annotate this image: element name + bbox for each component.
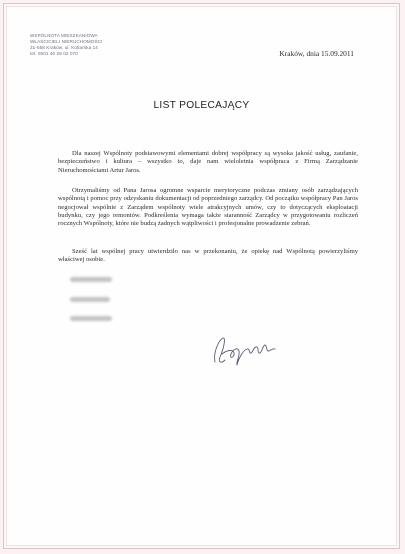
letter-date: Kraków, dnia 15.09.2011 bbox=[279, 49, 354, 58]
letterhead-stamp bbox=[30, 33, 140, 57]
letterhead-line-4: tel. 0501 40 28 02 070 bbox=[30, 51, 78, 57]
body-paragraph-1: Dla naszej Wspólnoty podstawowymi elementami dobrej współpracy są wysoka jakość usług, zaufanie, bezpieczeństwo i kultura – wszystko to, daje nam wieloletnia współpraca z Firmą Zarządzanie Nieruchomościami Artur Jaros. bbox=[58, 150, 358, 174]
body-paragraph-3: Sześć lat wspólnej pracy utwierdziło nas w przekonaniu, że opiekę nad Wspólnotą powierzyliśmy właściwej osobie. bbox=[58, 248, 358, 264]
letter-title: LIST POLECAJĄCY bbox=[153, 100, 250, 111]
handwritten-signature bbox=[207, 332, 279, 368]
body-paragraph-2: Otrzymaliśmy od Pana Jarosa ogromne wsparcie merytoryczne podczas zmiany osób zarządzających wspólnotą i pomoc przy odzyskaniu dokumentacji od poprzedniego zarządcy. Od początku współpracy Pan Jaros negocjował wspólnie z Zarządem wspólnoty wiele atrakcyjnych umów, czy to dotyczących eksploatacji budynku, czy jego remontów. Podkreślenia wymaga także staranność Zarządcy w przygotowaniu rozliczeń rocznych Wspólnoty, które nie budzą żadnych wątpliwości i profesjonalne prowadzenie zebrań. bbox=[58, 187, 358, 228]
redacted-phone bbox=[70, 316, 112, 321]
redacted-address bbox=[70, 297, 110, 302]
letter-page bbox=[7, 7, 396, 545]
letterhead-line-2: WŁAŚCICIELI NIERUCHOMOŚCI bbox=[30, 39, 103, 45]
redacted-name bbox=[70, 277, 112, 282]
letterhead-line-3: 31-558 Kraków, ul. Kotlarska 14 bbox=[30, 45, 98, 51]
letterhead-line-1: WSPÓLNOTA MIESZKANIOWA bbox=[30, 33, 98, 38]
